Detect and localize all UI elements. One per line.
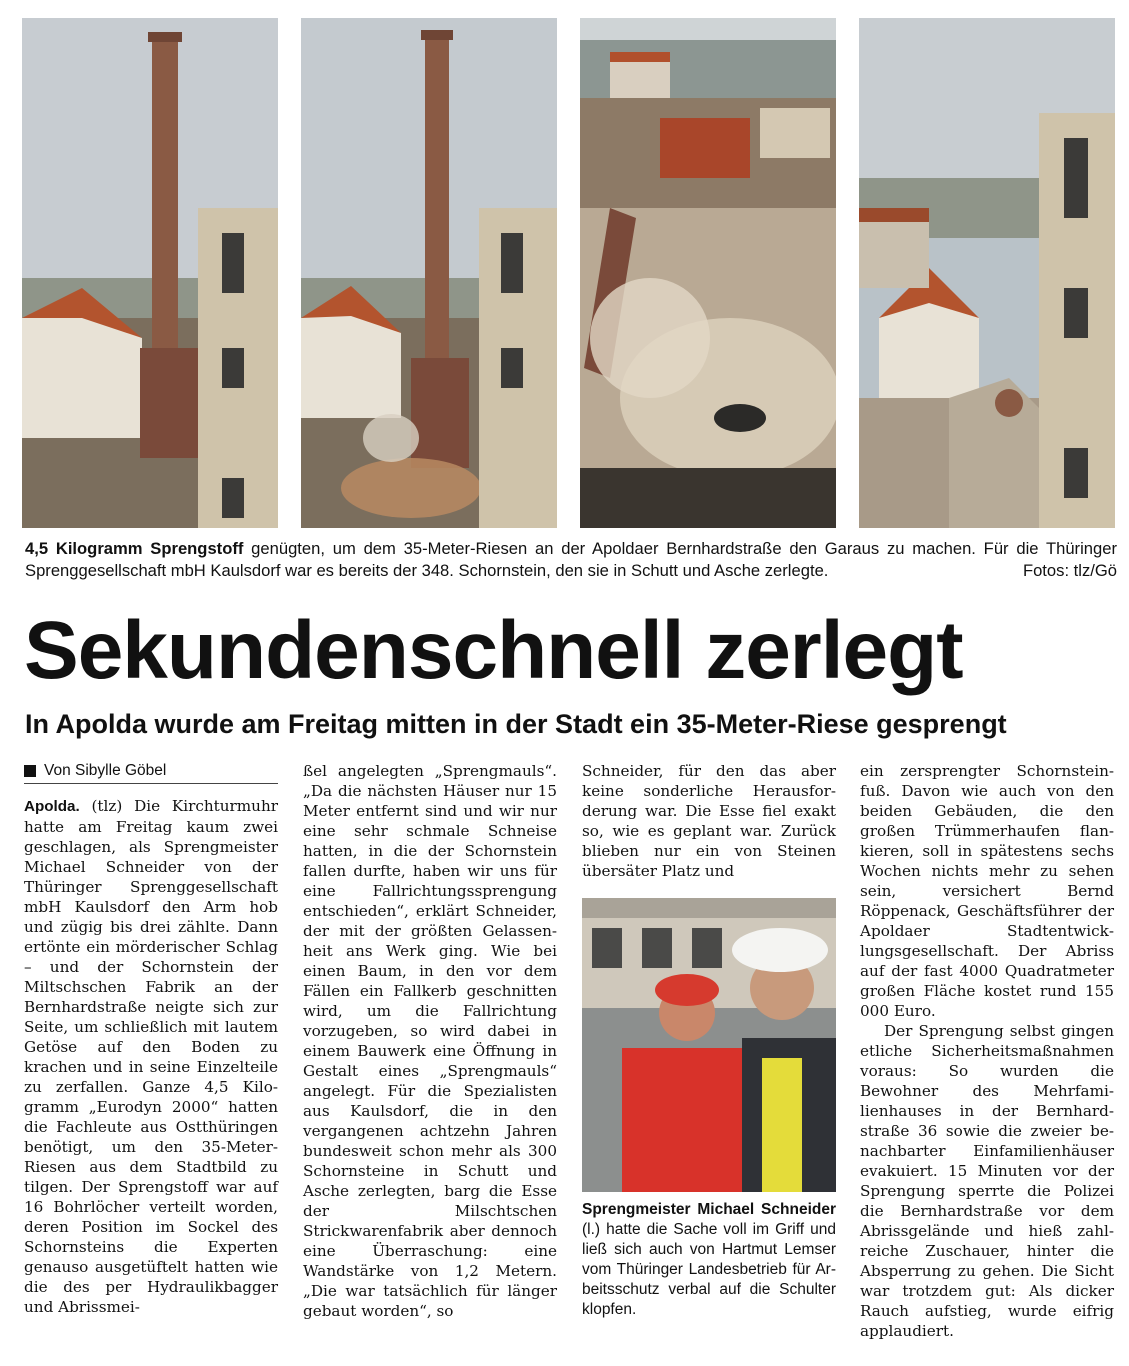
article-column-3 [582,761,836,881]
article-column-4 [860,761,1114,1341]
paragraph-4: ein zersprengter Schornsteinfuß. Davon wie auch von den beiden Gebäuden, die den großen Trümmerhaufen flankieren, soll in spätestens sechs Wochen nichts mehr zu sehen sein, versichert Bernd Röppenack, Geschäftsführer der Apoldaer Stadtentwicklungsgesellschaft. Der Abriss auf der fast 4000 Quadratmeter großen Fläche kostet rund 155 000 Euro. [860,762,1114,1020]
photo-credit: Fotos: tlz/Gö [1022,561,1117,580]
caption-lead: 4,5 Kilogramm Sprengstoff [25,539,244,558]
portrait-caption-lead: Sprengmeister Michael Schneider [582,1201,836,1218]
paragraph-3: Schneider, für den das aber keine sonderliche Herausforderung war. Die Esse fiel exakt so, wie es geplant war. Zurück blieben nur ein von Steinen übersäter Platz und [582,762,836,880]
article-column-1 [24,761,278,1317]
byline-square-icon [24,765,36,777]
paragraph-5: Der Sprengung selbst gingen etliche Sicherheitsmaßnahmen voraus: So wurden die Bewohner des Mehrfamilienhauses in der Bernhardstraße 36 sowie die zweier benachbarter Einfamilienhäuser evakuiert. 15 Minuten vor der Sprengung sperrte die Polizei die Bernhardstraße vor dem Abrissgelände und hieß zahlreiche Zuschauer, hinter die Absperrung zu gehen. Die Sicht war trotzdem gut: Als dicker Rauch aufstieg, wurde eifrig applaudiert. [860,1022,1114,1340]
portrait-caption-text: (l.) hatte die Sache voll im Griff und ließ sich auch von Hartmut Lemser vom Thüringer Landesbetrieb für Arbeitsschutz verbal auf die Schulter klopfen. [582,1221,836,1318]
byline-author: Von Sibylle Göbel [44,762,167,779]
photo-caption [25,538,1117,582]
photo-sprengmeister [582,898,836,1192]
caption-text: genügten, um dem 35-Meter-Riesen an der Apoldaer Bernhardstraße den Garaus zu machen. Für die Thüringer Sprenggesellschaft mbH Kaulsdorf war es bereits der 348. Schornstein, den sie in Schutt und Asche zerlegte. [25,539,1117,580]
subheadline: In Apolda wurde am Freitag mitten in der Stadt ein 35-Meter-Riese gesprengt [25,709,1007,739]
photo-chimney-dust-cloud [580,18,836,528]
photo-chimney-falling [301,18,557,528]
byline [24,761,278,784]
paragraph-1 [24,796,278,1317]
dateline: Apolda. [24,798,80,815]
portrait-caption [582,1200,836,1320]
photo-sequence [22,18,1115,528]
photo-rubble-after [859,18,1115,528]
article-column-2 [303,761,557,1321]
paragraph-1-text: (tlz) Die Kirchturmuhr hatte am Freitag kaum zwei geschlagen, als Sprengmeister Michael Schneider von der Thüringer Sprenggesellschaft mbH Kaulsdorf den Arm hob und zügig bis drei zählte. Dann ertönte ein mörderischer Schlag – und der Schornstein der Miltschschen Fabrik an der Bernhardstraße neigte sich zur Seite, um schließlich mit lautem Getöse auf den Boden zu krachen und in seine Einzelteile zu zerfallen. Ganze 4,5 Kilogramm „Eurodyn 2000“ hatten die Fachleute aus Ostthüringen benötigt, um den 35-Meter-Riesen aus dem Stadtbild zu tilgen. Der Sprengstoff war auf 16 Bohrlöcher verteilt worden, deren Position im Sockel des Schornsteins die Experten genauso ausgetüftelt hatten wie die des per Hydraulikbagger und Abrissmei- [24,797,278,1316]
paragraph-2: ßel angelegten „Sprengmauls“. „Da die nächsten Häuser nur 15 Meter entfernt sind und wir nur eine sehr schmale Schneise hatten, in die der Schornstein fallen durfte, haben wir uns für eine Fallrichtungssprengung entschieden“, erklärt Schneider, der mit der größten Gelassenheit ans Werk ging. Wie bei einen Baum, in den vor dem Fällen ein Fallkerb geschnitten wird, um die Fallrichtung vorzugeben, so wird dabei in einem Bauwerk eine Öffnung in Gestalt eines „Sprengmauls“ angelegt. Für die Spezialisten aus Kaulsdorf, die in den vergangenen achtzehn Jahren bundesweit schon mehr als 300 Schornsteine in Schutt und Asche zerlegten, barg die Esse der Milschtschen Strickwarenfabrik aber dennoch eine Überraschung: eine Wandstärke von 1,2 Metern. „Die war tatsächlich für länger gebaut worden“, so [303,762,557,1320]
headline: Sekundenschnell zerlegt [24,605,963,696]
photo-chimney-standing [22,18,278,528]
